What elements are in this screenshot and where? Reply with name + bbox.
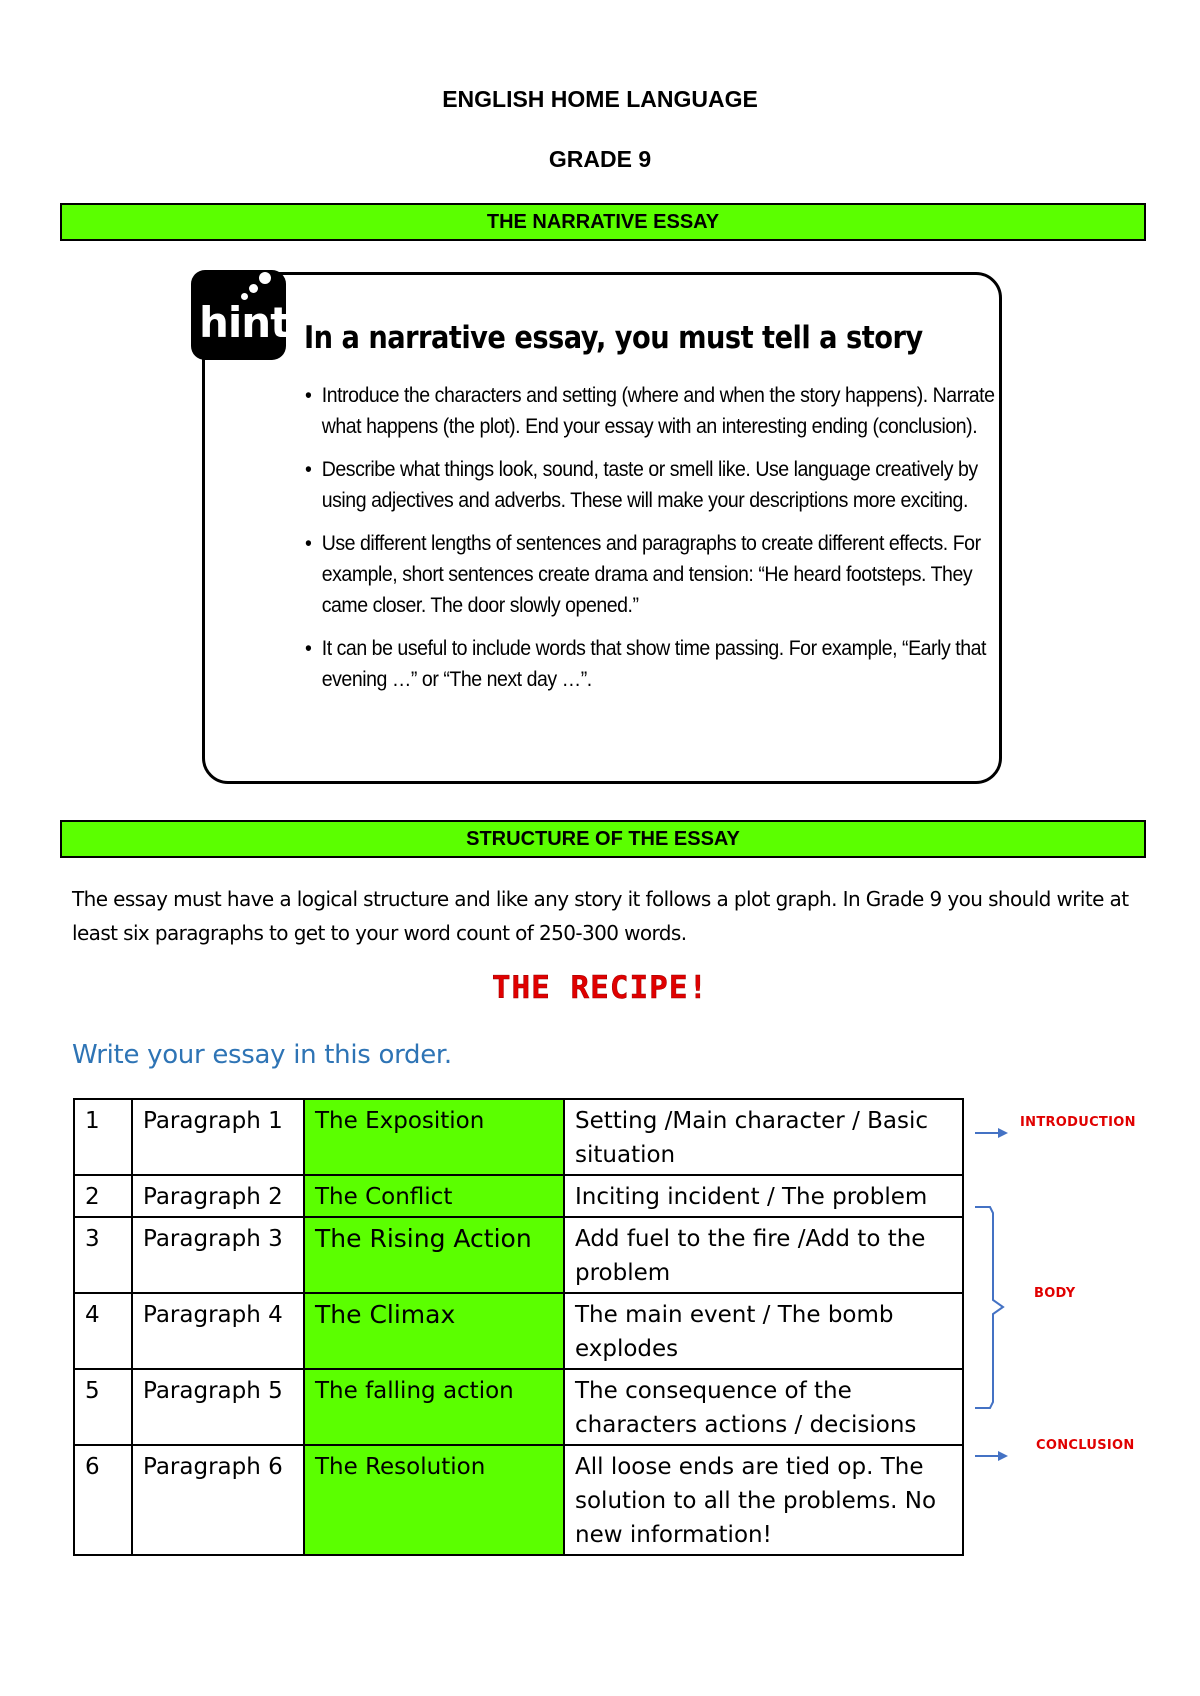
label-body: BODY <box>1034 1286 1076 1301</box>
row-stage: The Resolution <box>304 1445 564 1555</box>
row-paragraph: Paragraph 1 <box>132 1099 304 1175</box>
arrow-right-icon <box>975 1128 1008 1138</box>
row-description: The main event / The bomb explodes <box>564 1293 963 1369</box>
row-stage: The Conflict <box>304 1175 564 1217</box>
hint-bullet: • Use different lengths of sentences and paragraphs to create different effects. For example, short sentences create drama and tension: “He heard footsteps. They came closer. The door slowly opened.” <box>305 528 1005 621</box>
row-number: 1 <box>74 1099 132 1175</box>
label-conclusion: CONCLUSION <box>1036 1438 1135 1453</box>
body-brace <box>975 1207 1003 1408</box>
row-paragraph: Paragraph 3 <box>132 1217 304 1293</box>
row-number: 4 <box>74 1293 132 1369</box>
order-instruction: Write your essay in this order. <box>72 1040 452 1070</box>
row-stage: The falling action <box>304 1369 564 1445</box>
row-paragraph: Paragraph 2 <box>132 1175 304 1217</box>
subject-title: ENGLISH HOME LANGUAGE <box>442 86 758 112</box>
structure-intro-text: The essay must have a logical structure and like any story it follows a plot graph. In Grade 9 you should write at least six paragraphs to get to your word count of 250-300 words. <box>72 887 1129 945</box>
row-number: 2 <box>74 1175 132 1217</box>
row-description: The consequence of the characters actions / decisions <box>564 1369 963 1445</box>
row-description: Inciting incident / The problem <box>564 1175 963 1217</box>
recipe-title: THE RECIPE! <box>491 970 709 1006</box>
row-stage: The Rising Action <box>304 1217 564 1293</box>
hint-badge-label: hint <box>199 298 290 347</box>
arrow-right-icon <box>975 1451 1008 1461</box>
section-heading-structure: STRUCTURE OF THE ESSAY <box>60 820 1146 858</box>
row-number: 6 <box>74 1445 132 1555</box>
grade-title: GRADE 9 <box>548 146 652 172</box>
row-paragraph: Paragraph 5 <box>132 1369 304 1445</box>
row-description: All loose ends are tied op. The solution to all the problems. No new information! <box>564 1445 963 1555</box>
section-heading-narrative-essay: THE NARRATIVE ESSAY <box>60 203 1146 241</box>
row-paragraph: Paragraph 4 <box>132 1293 304 1369</box>
row-stage: The Exposition <box>304 1099 564 1175</box>
row-number: 3 <box>74 1217 132 1293</box>
row-number: 5 <box>74 1369 132 1445</box>
row-description: Setting /Main character / Basic situation <box>564 1099 963 1175</box>
hint-bullet: • It can be useful to include words that show time passing. For example, “Early that evening …” or “The next day …”. <box>305 633 1005 695</box>
label-introduction: INTRODUCTION <box>1020 1115 1136 1130</box>
hint-heading: In a narrative essay, you must tell a story <box>304 320 923 356</box>
hint-bullet: • Describe what things look, sound, taste or smell like. Use language creatively by using adjectives and adverbs. These will make your descriptions more exciting. <box>305 454 1005 516</box>
row-description: Add fuel to the fire /Add to the problem <box>564 1217 963 1293</box>
hint-bullet: • Introduce the characters and setting (where and when the story happens). Narrate what happens (the plot). End your essay with an interesting ending (conclusion). <box>305 380 1005 442</box>
row-stage: The Climax <box>304 1293 564 1369</box>
row-paragraph: Paragraph 6 <box>132 1445 304 1555</box>
